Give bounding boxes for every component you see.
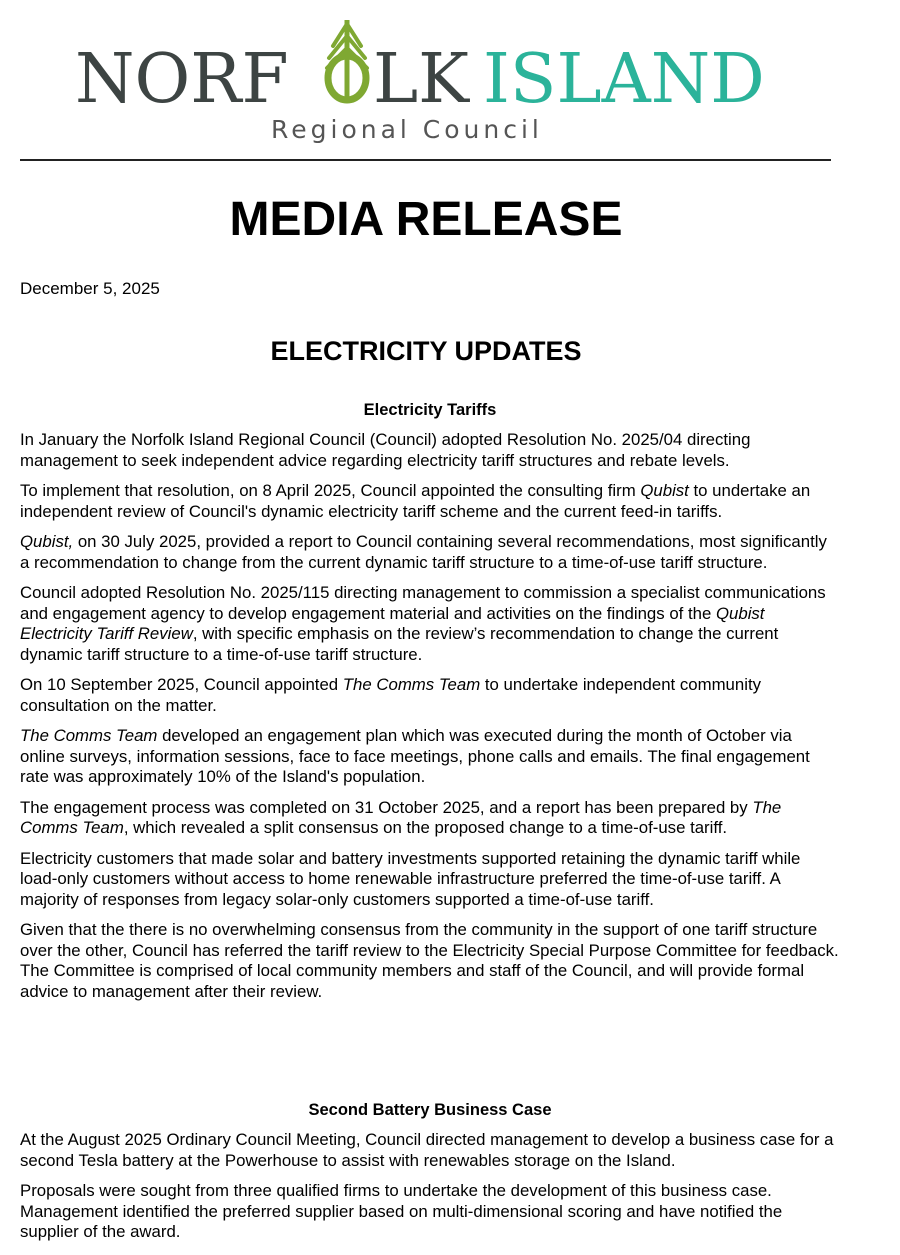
release-date: December 5, 2025	[20, 279, 160, 298]
paragraph: The engagement process was completed on 31 October 2025, and a report has been prepared by The Comms Team, which revealed a split consensus on the proposed change to a time-of-use tariff.	[20, 797, 782, 837]
section-electricity-tariffs	[20, 399, 840, 1012]
paragraph: Qubist, on 30 July 2025, provided a report to Council containing several recommendations, most significantly a recommendation to change from the current dynamic tariff structure to a time-of-use tariff structure.	[20, 532, 827, 572]
section-heading: Electricity Tariffs	[363, 401, 497, 419]
section-heading: Second Battery Business Case	[308, 1101, 552, 1119]
logo-word-norf: NORF	[75, 40, 289, 119]
paragraph: In January the Norfolk Island Regional Council (Council) adopted Resolution No. 2025/04 directing management to seek independent advice regarding electricity tariff structures and rebate levels.	[20, 430, 751, 470]
paragraph: Council adopted Resolution No. 2025/115 directing management to commission a specialist communications and engagement agency to develop engagement material and activities on the findings of the Qubist Electricity Tariff Review, with specific emphasis on the review’s recommendation to change the current dynamic tariff structure to a time-of-use tariff structure.	[20, 583, 826, 664]
paragraph: To implement that resolution, on 8 April 2025, Council appointed the consulting firm Qubist to undertake an independent review of Council's dynamic electricity tariff scheme and the current feed-in tariffs.	[20, 481, 811, 521]
logo-subtitle: Regional Council	[271, 115, 543, 144]
section-second-battery	[20, 1099, 840, 1253]
release-title: MEDIA RELEASE	[229, 193, 623, 246]
paragraph: Proposals were sought from three qualified firms to undertake the development of this business case. Management identified the preferred supplier based on multi-dimensional scoring and have notified the supplier of the award.	[20, 1181, 783, 1241]
main-heading: ELECTRICITY UPDATES	[270, 336, 582, 366]
header-divider	[20, 159, 831, 161]
paragraph: At the August 2025 Ordinary Council Meeting, Council directed management to develop a business case for a second Tesla battery at the Powerhouse to assist with renewables storage on the Island.	[20, 1130, 834, 1170]
logo-word-island: ISLAND	[483, 40, 765, 119]
paragraph: Given that the there is no overwhelming consensus from the community in the support of one tariff structure over the other, Council has referred the tariff review to the Electricity Special Purpose Committee for feedback. The Committee is comprised of local community members and staff of the Council, and will provide formal advice to management after their review.	[20, 920, 839, 1001]
council-logo	[75, 12, 785, 152]
paragraph: On 10 September 2025, Council appointed The Comms Team to undertake independent community consultation on the matter.	[20, 675, 762, 715]
paragraph: The Comms Team developed an engagement plan which was executed during the month of October via online surveys, information sessions, face to face meetings, phone calls and emails. The final engagement rate was approximately 10% of the Island's population.	[20, 726, 810, 786]
logo-word-lk: LK	[373, 40, 469, 119]
pine-tree-icon	[327, 20, 367, 100]
paragraph: Electricity customers that made solar and battery investments supported retaining the dynamic tariff while load-only customers without access to home renewable infrastructure preferred the time-of-use tariff. A majority of responses from legacy solar-only customers supported a time-of-use tariff.	[20, 848, 801, 909]
